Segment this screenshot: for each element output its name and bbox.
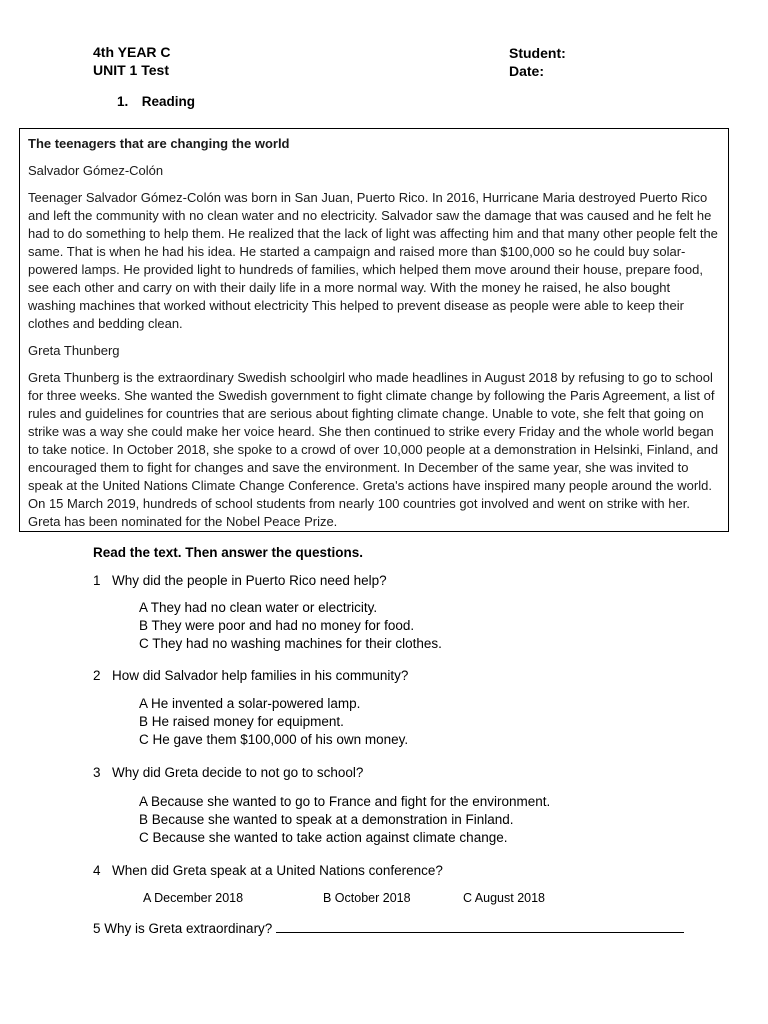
reading-paragraph-salvador: Teenager Salvador Gómez-Colón was born in San Juan, Puerto Rico. In 2016, Hurricane Maria destroyed Puerto Rico and left the community with no clean water and no electricity. Salvador saw the damage that was caused and he felt he had to do something to help them. He realized that the lack of light was affecting him and that many other people felt the same. That is when he had his idea. He started a campaign and raised more than $100,000 so he could buy solar-powered lamps. He provided light to hundreds of families, which helped them move around their house, prepare food, see each other and carry on with their daily life in a more normal way. With the money he raised, he also bought washing machines that worked without electricity This helped to prevent disease as people were able to keep their clothes and bedding clean. bbox=[28, 190, 718, 331]
option-c[interactable]: C They had no washing machines for their clothes. bbox=[139, 636, 442, 651]
date-label: Date: bbox=[509, 63, 545, 79]
year-label: 4th YEAR C bbox=[93, 44, 171, 60]
question-text: How did Salvador help families in his community? bbox=[112, 668, 409, 683]
question-number: 2 bbox=[93, 668, 101, 683]
section-number: 1. bbox=[117, 94, 129, 109]
question-1-options bbox=[139, 599, 442, 653]
reading-title: The teenagers that are changing the world bbox=[28, 136, 290, 151]
question-text: Why did Greta decide to not go to school? bbox=[112, 765, 364, 780]
question-3 bbox=[93, 765, 363, 780]
option-c[interactable]: C He gave them $100,000 of his own money. bbox=[139, 732, 409, 747]
student-label: Student: bbox=[509, 45, 566, 61]
option-a[interactable]: A December 2018 bbox=[143, 891, 244, 905]
option-b[interactable]: B Because she wanted to speak at a demonstration in Finland. bbox=[139, 812, 514, 827]
unit-label: UNIT 1 Test bbox=[93, 62, 169, 78]
option-b[interactable]: B They were poor and had no money for food. bbox=[139, 618, 415, 633]
reading-passage-box bbox=[19, 128, 729, 532]
question-number: 1 bbox=[93, 573, 101, 588]
reading-subheading-greta: Greta Thunberg bbox=[28, 343, 120, 358]
question-number: 3 bbox=[93, 765, 101, 780]
reading-paragraph-greta: Greta Thunberg is the extraordinary Swedish schoolgirl who made headlines in August 2018 by refusing to go to school for three weeks. She wanted the Swedish government to fight climate change by following the Paris Agreement, a list of rules and guidelines for countries that are serious about fighting climate change. Unable to vote, she felt that going on strike was a way she could make her voice heard. She then continued to strike every Friday and the whole world began to take notice. In October 2018, she spoke to a crowd of over 10,000 people at a demonstration in Helsinki, Finland, and encouraged them to fight for changes and save the environment. In December of the same year, she was invited to speak at the United Nations Climate Change Conference. Greta's actions have inspired many people around the world. On 15 March 2019, hundreds of school students from nearly 100 countries got involved and went on strike with her. Greta has been nominated for the Nobel Peace Prize. bbox=[28, 370, 719, 529]
section-title: Reading bbox=[141, 94, 196, 109]
answer-line[interactable] bbox=[276, 920, 684, 933]
section-heading bbox=[117, 94, 195, 109]
question-3-options bbox=[139, 793, 550, 847]
option-b[interactable]: B He raised money for equipment. bbox=[139, 714, 344, 729]
question-2 bbox=[93, 668, 408, 683]
question-4 bbox=[93, 863, 443, 878]
option-b[interactable]: B October 2018 bbox=[323, 891, 411, 905]
worksheet-header-right bbox=[509, 44, 566, 80]
option-c[interactable]: C August 2018 bbox=[463, 891, 546, 905]
question-5 bbox=[93, 920, 684, 936]
option-c[interactable]: C Because she wanted to take action against climate change. bbox=[139, 830, 508, 845]
option-a[interactable]: A Because she wanted to go to France and fight for the environment. bbox=[139, 794, 551, 809]
question-number: 4 bbox=[93, 863, 101, 878]
question-text: Why did the people in Puerto Rico need help? bbox=[112, 573, 387, 588]
option-a[interactable]: A They had no clean water or electricity. bbox=[139, 600, 378, 615]
question-2-options bbox=[139, 695, 408, 749]
worksheet-header-left bbox=[93, 43, 171, 79]
question-text: 5 Why is Greta extraordinary? bbox=[93, 921, 273, 936]
reading-subheading-salvador: Salvador Gómez-Colón bbox=[28, 163, 164, 178]
question-text: When did Greta speak at a United Nations conference? bbox=[112, 863, 443, 878]
instructions: Read the text. Then answer the questions. bbox=[93, 545, 364, 560]
question-1 bbox=[93, 573, 387, 588]
option-a[interactable]: A He invented a solar-powered lamp. bbox=[139, 696, 361, 711]
